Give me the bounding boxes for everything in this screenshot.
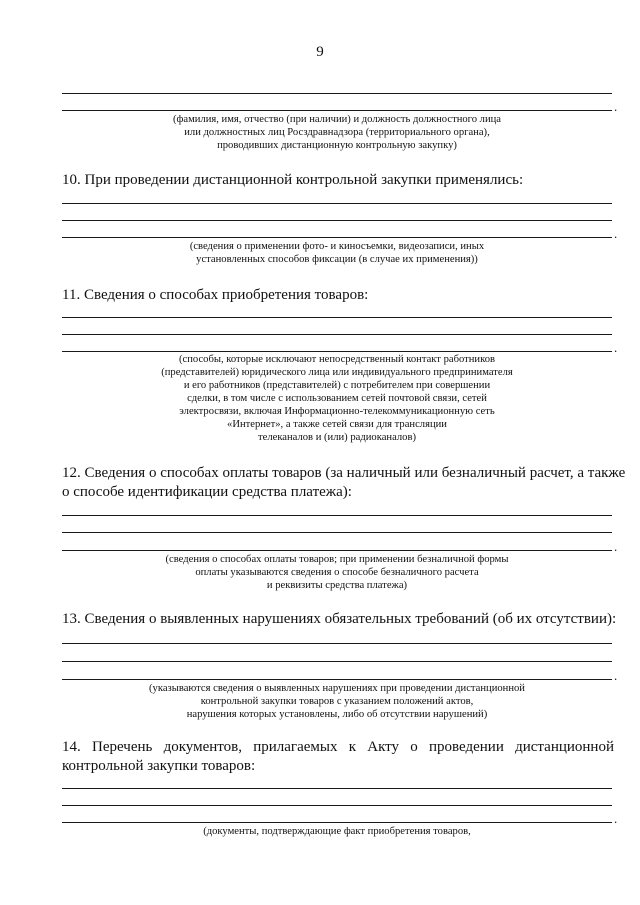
heading-line: 13. Сведения о выявленных нарушениях обязательных требований (об их отсутствии): [62, 611, 617, 627]
caption-9 [62, 113, 612, 152]
caption-line: (сведения о применении фото- и киносъемки, видеозаписи, иных [189, 241, 485, 252]
caption-line: (указываются сведения о выявленных нарушениях при проведении дистанционной [149, 683, 525, 694]
line-end-mark: . [614, 99, 618, 114]
line-end-mark: . [614, 539, 618, 554]
section-14-heading [62, 738, 614, 776]
fill-line [62, 334, 612, 335]
line-end-mark: . [614, 226, 618, 241]
heading-line: контрольной закупки товаров: [62, 758, 256, 774]
caption-12 [62, 553, 612, 592]
fill-line [62, 351, 612, 352]
fill-line [62, 822, 612, 823]
caption-13 [62, 682, 612, 721]
fill-line [62, 110, 612, 111]
fill-line [62, 93, 612, 94]
caption-line: (фамилия, имя, отчество (при наличии) и должность должностного лица [172, 114, 502, 125]
caption-line: сделки, в том числе с использованием сетей почтовой связи, сетей [187, 393, 487, 404]
caption-14 [62, 825, 612, 838]
caption-line: оплаты указываются сведения о способе безналичного расчета [195, 567, 479, 578]
caption-line: или должностных лиц Росздравнадзора (территориального органа), [184, 127, 490, 138]
caption-line: (документы, подтверждающие факт приобретения товаров, [203, 826, 471, 837]
fill-line [62, 317, 612, 318]
fill-line [62, 643, 612, 644]
fill-line [62, 237, 612, 238]
fill-line [62, 550, 612, 551]
caption-10 [62, 240, 612, 266]
caption-line: (способы, которые исключают непосредственный контакт работников [178, 354, 496, 365]
caption-line: проводивших дистанционную контрольную закупку) [217, 140, 457, 151]
line-end-mark: . [614, 668, 618, 683]
caption-11 [62, 353, 612, 444]
fill-line [62, 220, 612, 221]
heading-line: 12. Сведения о способах оплаты товаров (за наличный или безналичный расчет, а также [62, 465, 626, 481]
page-number: 9 [316, 44, 324, 60]
caption-line: установленных способов фиксации (в случае их применения)) [196, 254, 478, 265]
fill-line [62, 679, 612, 680]
section-11-heading [62, 286, 614, 305]
fill-line [62, 788, 612, 789]
caption-line: (сведения о способах оплаты товаров; при применении безналичной формы [165, 554, 509, 565]
caption-line: и его работников (представителей) с потребителем при совершении [183, 380, 491, 391]
fill-line [62, 515, 612, 516]
caption-line: (представителей) юридического лица или индивидуального предпринимателя [161, 367, 513, 378]
section-10-heading [62, 171, 614, 190]
fill-line [62, 661, 612, 662]
caption-line: контрольной закупки товаров с указанием положений актов, [200, 696, 474, 707]
heading-line: 14. Перечень документов, прилагаемых к Акту о проведении дистанционной [62, 739, 614, 755]
line-end-mark: . [614, 811, 618, 826]
caption-line: телеканалов и (или) радиоканалов) [258, 432, 416, 443]
fill-line [62, 532, 612, 533]
heading-line: о способе идентификации средства платежа): [62, 484, 352, 500]
section-12-heading [62, 464, 626, 502]
section-13-heading [62, 610, 617, 629]
fill-line [62, 805, 612, 806]
caption-line: нарушения которых установлены, либо об отсутствии нарушений) [186, 709, 488, 720]
heading-line: 11. Сведения о способах приобретения товаров: [62, 287, 369, 303]
fill-line [62, 203, 612, 204]
line-end-mark: . [614, 340, 618, 355]
caption-line: «Интернет», а также сетей связи для трансляции [227, 419, 447, 430]
heading-line: 10. При проведении дистанционной контрольной закупки применялись: [62, 172, 524, 188]
caption-line: электросвязи, включая Информационно-телекоммуникационную сеть [179, 406, 495, 417]
caption-line: и реквизиты средства платежа) [266, 580, 408, 591]
